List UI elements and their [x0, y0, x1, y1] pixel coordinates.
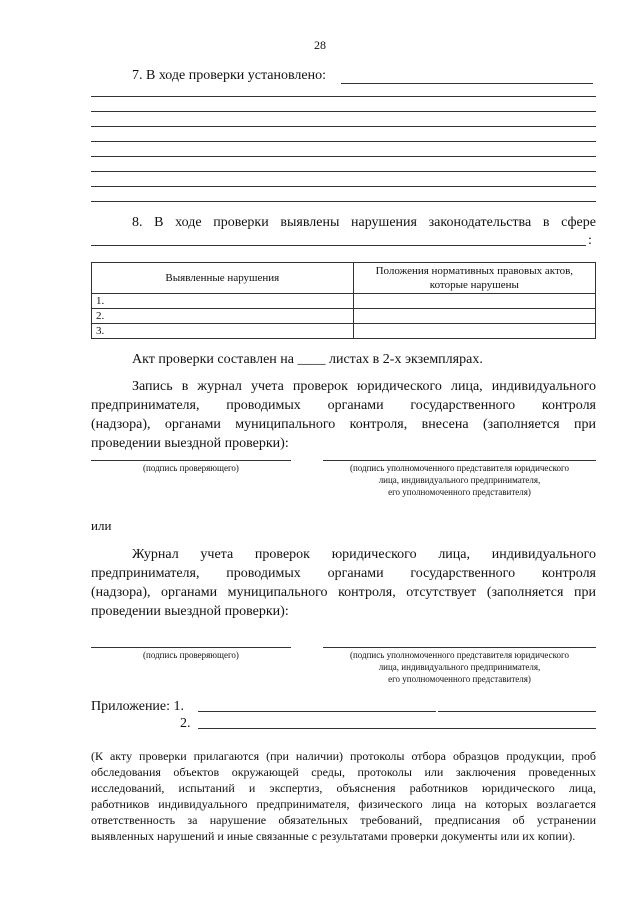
page-number: 28 — [314, 38, 326, 52]
table-row — [92, 324, 596, 339]
journal-absent-line: Журнал учета проверок юридического лица, индивидуального — [132, 547, 596, 562]
note-line: обследования объектов окружающей среды, протоколы или заключения проведенных — [91, 765, 596, 779]
section-7-line — [91, 141, 596, 142]
journal-entry-paragraph — [91, 377, 596, 453]
act-sheets-prefix: Акт проверки составлен на — [132, 352, 298, 367]
section-7-line — [91, 186, 596, 187]
section-8-blank-line — [91, 245, 586, 246]
table-cell — [353, 324, 595, 339]
table-cell: 2. — [92, 309, 354, 324]
caption-line: (подпись уполномоченного представителя юридического — [349, 650, 570, 660]
appendix-line-2 — [198, 728, 596, 729]
inspector-signature-caption: (подпись проверяющего) — [143, 650, 239, 660]
table-header-violations: Выявленные нарушения — [92, 263, 354, 294]
table-cell: 3. — [92, 324, 354, 339]
section-7-line — [91, 126, 596, 127]
note-line: выявленных нарушений и иные связанные с результатами проверки документы или их копии). — [91, 829, 576, 843]
appendix-line-1b — [438, 711, 596, 712]
appendix-line-1a — [198, 711, 436, 712]
journal-absent-line: проведении выездной проверки): — [91, 604, 289, 619]
table-header-regulations: Положения нормативных правовых актов, которые нарушены — [353, 263, 595, 294]
section-8-colon: : — [588, 233, 592, 248]
inspector-signature-line — [91, 460, 291, 461]
representative-signature-line — [323, 647, 596, 648]
journal-absent-paragraph — [91, 545, 596, 621]
act-sheets-suffix: листах в 2-х экземплярах. — [325, 352, 483, 367]
caption-line: его уполномоченного представителя) — [388, 674, 531, 684]
caption-line: лица, индивидуального предпринимателя, — [378, 662, 541, 672]
journal-absent-line: (надзора), органами муниципального контроля, отсутствует (заполняется при — [91, 585, 596, 600]
journal-entry-line: (надзора), органами муниципального контроля, внесена (заполняется при — [91, 417, 596, 432]
section-7-line — [91, 201, 596, 202]
table-cell — [353, 309, 595, 324]
journal-entry-line: проведении выездной проверки): — [91, 436, 289, 451]
section-7-heading: 7. В ходе проверки установлено: — [132, 68, 326, 83]
table-row — [92, 309, 596, 324]
note-line: ответственность за нарушение обязательных требований, предписания об устранении — [91, 813, 596, 827]
representative-signature-caption — [323, 462, 596, 498]
section-8-heading: 8. В ходе проверки выявлены нарушения законодательства в сфере — [132, 215, 596, 230]
section-7-line — [91, 171, 596, 172]
caption-line: (подпись уполномоченного представителя юридического — [349, 463, 570, 473]
table-cell: 1. — [92, 294, 354, 309]
act-sheets-count-blank: ____ — [297, 352, 326, 367]
journal-entry-line: Запись в журнал учета проверок юридического лица, индивидуального — [132, 379, 596, 394]
note-line: (К акту проверки прилагаются (при наличии) протоколы отбора образцов продукции, проб — [91, 749, 596, 763]
table-row — [92, 294, 596, 309]
inspector-signature-line — [91, 647, 291, 648]
table-cell — [353, 294, 595, 309]
section-7-blank-line — [341, 83, 593, 84]
appendix-label: Приложение: 1. — [91, 699, 185, 714]
act-sheets-text — [132, 350, 483, 369]
note-line: работников индивидуального предпринимателя, физического лица на которых возлагается — [91, 797, 596, 811]
journal-entry-line: предпринимателя, проводимых органами государственного контроля — [91, 398, 596, 413]
journal-absent-line: предпринимателя, проводимых органами государственного контроля — [91, 566, 596, 581]
caption-line: его уполномоченного представителя) — [388, 487, 531, 497]
attachments-note — [91, 748, 596, 844]
inspector-signature-caption: (подпись проверяющего) — [143, 463, 239, 473]
section-7-line — [91, 96, 596, 97]
note-line: исследований, испытаний и экспертиз, объяснения работников юридического лица, — [91, 781, 596, 795]
or-label: или — [91, 518, 112, 533]
violations-table — [91, 262, 596, 339]
caption-line: лица, индивидуального предпринимателя, — [378, 475, 541, 485]
section-7-line — [91, 156, 596, 157]
appendix-item-2: 2. — [180, 716, 191, 731]
representative-signature-line — [323, 460, 596, 461]
representative-signature-caption — [323, 649, 596, 685]
section-7-line — [91, 111, 596, 112]
